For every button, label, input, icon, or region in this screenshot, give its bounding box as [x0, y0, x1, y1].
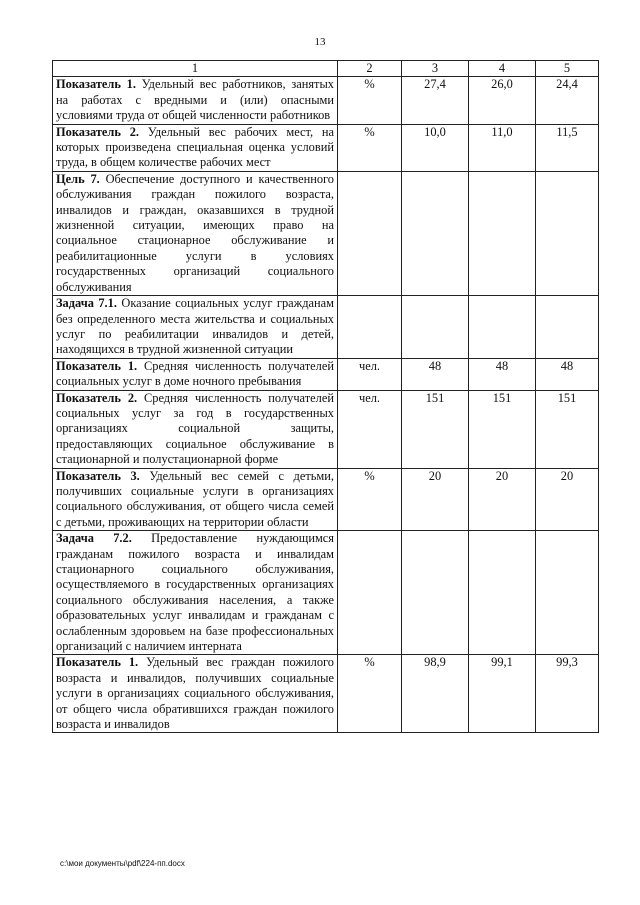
- column-header: 2: [338, 61, 402, 77]
- row-unit: %: [338, 124, 402, 171]
- column-header: 5: [536, 61, 599, 77]
- row-value-col5: [536, 531, 599, 655]
- row-value-col5: 48: [536, 358, 599, 390]
- row-description: [53, 358, 338, 390]
- row-value-col3: 98,9: [402, 655, 469, 733]
- row-label: Цель 7.: [56, 171, 100, 186]
- row-value-col3: [402, 296, 469, 359]
- row-value-col3: 151: [402, 390, 469, 468]
- row-value-col5: [536, 171, 599, 295]
- row-value-col5: 99,3: [536, 655, 599, 733]
- row-description: [53, 531, 338, 655]
- row-unit: %: [338, 77, 402, 124]
- column-header: 4: [469, 61, 536, 77]
- row-value-col5: [536, 296, 599, 359]
- row-value-col4: 20: [469, 468, 536, 531]
- row-description: [53, 77, 338, 124]
- row-text: Средняя численность получателей социальных услуг в доме ночного пребывания: [56, 358, 334, 389]
- row-unit: [338, 531, 402, 655]
- row-value-col5: 20: [536, 468, 599, 531]
- row-unit: чел.: [338, 358, 402, 390]
- row-value-col4: 99,1: [469, 655, 536, 733]
- row-text: Обеспечение доступного и качественного обслуживания граждан пожилого возраста, инвалидов и граждан, оказавшихся в трудной жизненной ситуации, имеющих право на социальное стационарное обслуживание и реабилитационные услуги в условиях государственных организаций социального обслуживания: [56, 171, 334, 294]
- row-unit: чел.: [338, 390, 402, 468]
- column-header: 3: [402, 61, 469, 77]
- row-value-col3: [402, 531, 469, 655]
- row-value-col4: [469, 171, 536, 295]
- row-value-col4: 11,0: [469, 124, 536, 171]
- row-description: [53, 390, 338, 468]
- row-label: Показатель 2.: [56, 390, 138, 405]
- row-label: Показатель 2.: [56, 124, 139, 139]
- page-number: 13: [314, 36, 326, 48]
- row-value-col3: 10,0: [402, 124, 469, 171]
- table-row: [53, 468, 599, 531]
- row-value-col3: 48: [402, 358, 469, 390]
- row-value-col4: [469, 296, 536, 359]
- row-value-col5: 11,5: [536, 124, 599, 171]
- row-label: Показатель 3.: [56, 468, 140, 483]
- row-description: [53, 124, 338, 171]
- row-value-col3: 20: [402, 468, 469, 531]
- row-label: Показатель 1.: [56, 77, 136, 92]
- table-row: [53, 124, 599, 171]
- column-header: 1: [53, 61, 338, 77]
- table-row: [53, 531, 599, 655]
- row-value-col5: 24,4: [536, 77, 599, 124]
- row-description: [53, 468, 338, 531]
- table-row: [53, 358, 599, 390]
- row-value-col3: [402, 171, 469, 295]
- row-text: Оказание социальных услуг гражданам без определенного места жительства и социальных услуг по реабилитации инвалидов и детей, находящихся в трудной жизненной ситуации: [56, 296, 334, 357]
- file-path-footer: c:\мои документы\pdf\224-пп.docx: [60, 859, 185, 868]
- row-text: Предоставление нуждающимся гражданам пожилого возраста и инвалидам стационарного социального обслуживания, осуществляемого в государственных организациях социального обслуживания населения, а также образовательных услуг инвалидам и гражданам с ослабленным здоровьем на базе профессиональных организаций с наличием интерната: [56, 531, 334, 654]
- row-value-col5: 151: [536, 390, 599, 468]
- row-label: Задача 7.1.: [56, 296, 117, 311]
- row-description: [53, 171, 338, 295]
- row-text: Удельный вес граждан пожилого возраста и инвалидов, получивших социальные услуги в организациях социального обслуживания, от общего числа обратившихся граждан пожилого возраста и инвалидов: [56, 655, 334, 732]
- row-text: Средняя численность получателей социальных услуг за год в государственных организациях социальной защиты, предоставляющих социальное обслуживание в стационарной и полустационарной форме: [56, 390, 334, 467]
- row-label: Показатель 1.: [56, 358, 138, 373]
- table-row: [53, 655, 599, 733]
- row-text: Удельный вес рабочих мест, на которых произведена специальная оценка условий труда, в общем количестве рабочих мест: [56, 124, 334, 170]
- row-unit: %: [338, 655, 402, 733]
- row-value-col4: 151: [469, 390, 536, 468]
- row-value-col4: 48: [469, 358, 536, 390]
- indicators-table: [52, 60, 599, 733]
- row-value-col4: [469, 531, 536, 655]
- row-text: Удельный вес семей с детьми, получивших социальные услуги в организациях социального обслуживания, от общего числа семей с детьми, проживающих на территории области: [56, 468, 334, 529]
- table-header-row: [53, 61, 599, 77]
- row-text: Удельный вес работников, занятых на работах с вредными и (или) опасными условиями труда от общей численности работников: [56, 77, 334, 123]
- table-row: [53, 77, 599, 124]
- table-row: [53, 390, 599, 468]
- row-description: [53, 296, 338, 359]
- table-row: [53, 296, 599, 359]
- row-unit: [338, 296, 402, 359]
- row-label: Показатель 1.: [56, 655, 139, 670]
- row-unit: %: [338, 468, 402, 531]
- row-value-col4: 26,0: [469, 77, 536, 124]
- row-value-col3: 27,4: [402, 77, 469, 124]
- row-unit: [338, 171, 402, 295]
- table-row: [53, 171, 599, 295]
- row-description: [53, 655, 338, 733]
- row-label: Задача 7.2.: [56, 531, 132, 546]
